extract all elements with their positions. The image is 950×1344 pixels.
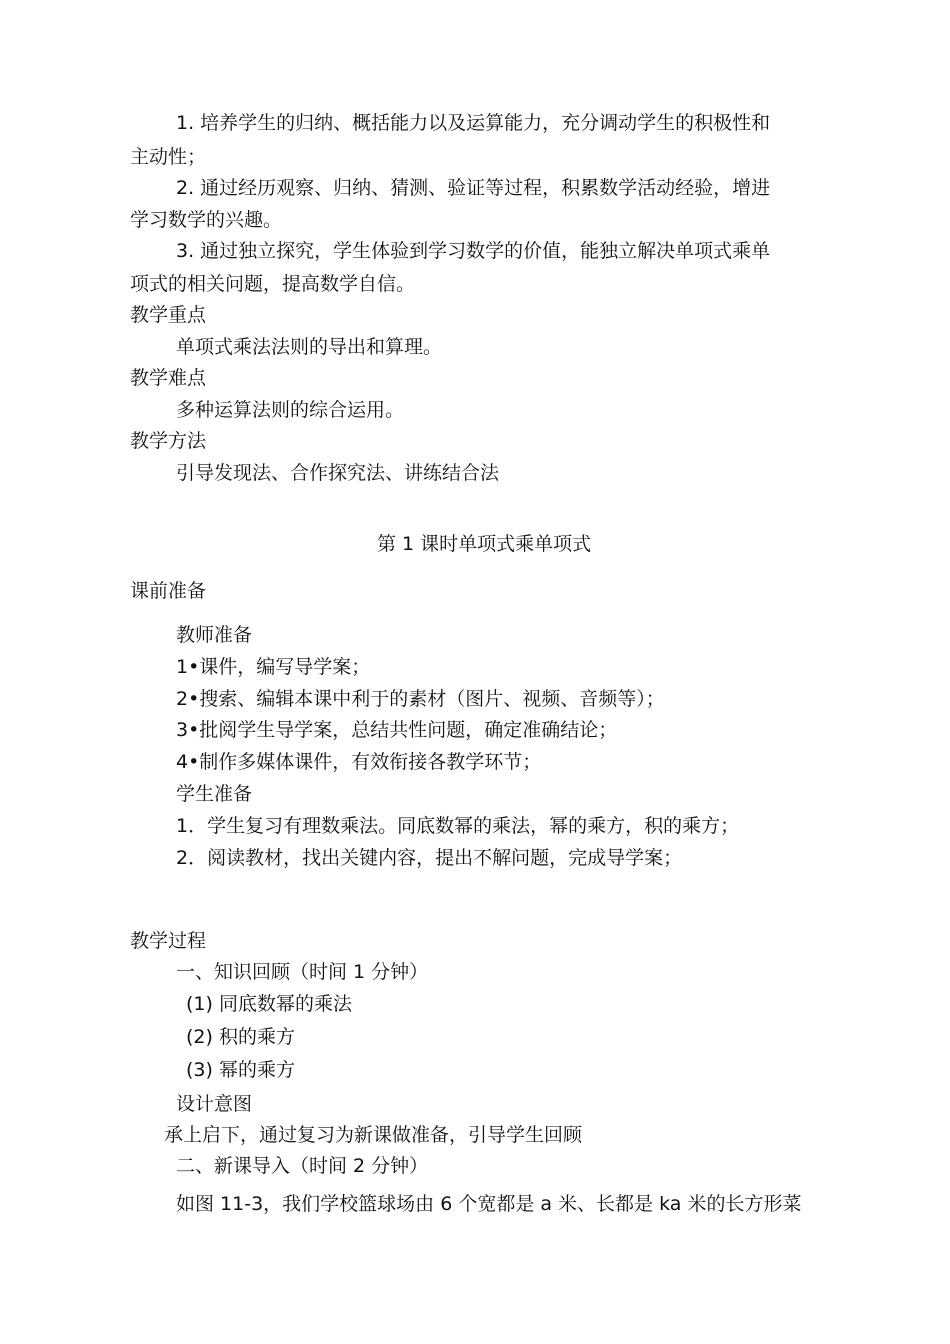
teacher-prep-item: 4•制作多媒体课件，有效衔接各教学环节； [176, 751, 542, 773]
student-prep-heading: 学生准备 [176, 783, 253, 805]
objective-2-line-2: 学习数学的兴趣。 [130, 209, 283, 231]
method-text: 引导发现法、合作探究法、讲练结合法 [176, 462, 500, 484]
intro-heading: 二、新课导入（时间 2 分钟） [176, 1155, 429, 1177]
teacher-prep-item: 2•搜索、编辑本课中利于的素材（图片、视频、音频等）； [176, 688, 665, 710]
objective-3-line-2: 项式的相关问题，提高数学自信。 [130, 273, 416, 295]
difficulty-text: 多种运算法则的综合运用。 [176, 399, 405, 421]
key-point-text: 单项式乘法法则的导出和算理。 [176, 336, 443, 358]
teacher-prep-heading: 教师准备 [176, 624, 253, 646]
review-item: (1) 同底数幂的乘法 [186, 993, 352, 1015]
design-intent-heading: 设计意图 [176, 1093, 253, 1115]
lesson-title: 第 1 课时单项式乘单项式 [377, 533, 592, 555]
design-intent-text: 承上启下，通过复习为新课做准备，引导学生回顾 [164, 1124, 583, 1146]
difficulty-heading: 教学难点 [130, 367, 207, 389]
key-point-heading: 教学重点 [130, 304, 207, 326]
method-heading: 教学方法 [130, 430, 207, 452]
preparation-heading: 课前准备 [130, 580, 207, 602]
objective-2-line-1: 2. 通过经历观察、归纳、猜测、验证等过程，积累数学活动经验，增进 [176, 177, 771, 199]
process-heading: 教学过程 [130, 930, 207, 952]
intro-text: 如图 11-3，我们学校篮球场由 6 个宽都是 a 米、长都是 ka 米的长方形菜 [176, 1193, 802, 1215]
objective-3-line-1: 3. 通过独立探究，学生体验到学习数学的价值，能独立解决单项式乘单 [176, 240, 771, 262]
review-item: (2) 积的乘方 [186, 1026, 295, 1048]
review-item: (3) 幂的乘方 [186, 1059, 295, 1081]
teacher-prep-item: 3•批阅学生导学案，总结共性问题，确定准确结论； [176, 719, 618, 741]
review-heading: 一、知识回顾（时间 1 分钟） [176, 961, 429, 983]
teacher-prep-item: 1•课件，编写导学案； [176, 656, 371, 678]
student-prep-item: 1．学生复习有理数乘法。同底数幂的乘法，幂的乘方，积的乘方； [176, 815, 740, 837]
objective-1-line-1: 1. 培养学生的归纳、概括能力以及运算能力，充分调动学生的积极性和 [176, 112, 771, 134]
student-prep-item: 2．阅读教材，找出关键内容，提出不解问题，完成导学案； [176, 847, 683, 869]
objective-1-line-2: 主动性； [130, 146, 207, 168]
